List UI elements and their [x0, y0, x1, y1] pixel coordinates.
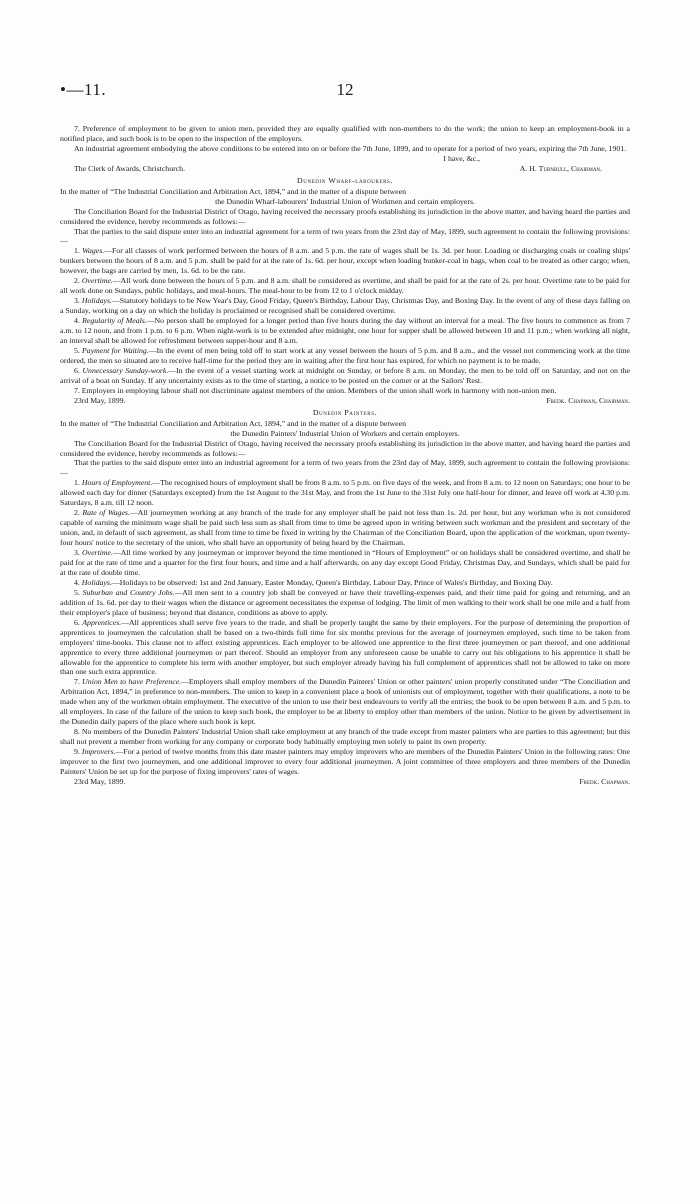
- painters-signature-date: 23rd May, 1899.: [74, 776, 126, 786]
- provision-number: 4.: [74, 577, 82, 587]
- provision-number: 9.: [74, 747, 82, 757]
- provision-number: 8.: [74, 727, 82, 737]
- painters-provisions: [60, 478, 630, 777]
- provision-text: —In the event of men being told off to start work at any vessel between the hours of 5 p.m. and 8 a.m., and the vessel not commencing work at the time ordered, the men so situated are to receive half-time for the period they are in waiting after the first hour has expired, for which no payment is to be made.: [60, 345, 631, 365]
- provision-number: 4.: [74, 316, 83, 326]
- provision-number: 3.: [74, 548, 82, 558]
- painters-matter: [60, 419, 630, 439]
- provision-title: Wages.: [82, 246, 105, 256]
- provision-number: 1.: [74, 478, 82, 488]
- provision-text: —All journeymen working at any branch of the trade for any employer shall be paid not less than 1s. 2d. per hour, but any workman who is not considered capable of earning the minimum wage shall be paid such less sum as shall from time to time be agreed upon in writing between such workman and the president and secretary of the union, and, in default of such agreement, as shall from time to time be fixed in writing by the Chairman of the Conciliation Board, upon the application of the workman, upon twenty-four hours' notice to the secretary of the union, who shall have an opportunity of being heard by the Chairman.: [60, 508, 630, 548]
- wharf-signature-name: Fredk. Chapman, Chairman.: [546, 395, 630, 405]
- provision-text: —All work done between the hours of 5 p.m. and 8 a.m. shall be considered as overtime, and shall be paid for at the rate of 2s. per hour. Overtime rate to be paid for all work done on Sundays, public holidays, and meal-hours. The meal-hour to be from 12 to 1 o'clock midday.: [60, 276, 631, 296]
- intro-closing: I have, &c.,: [443, 153, 480, 163]
- provision-text: —For a period of twelve months from this date master painters may employ improvers who are members of the Dunedin Painters' Union in the following rates: One improver to the first two journeymen, and one additional improver to every four additional journeymen. A joint committee of three employers and three members of the Dunedin Painters' Union be set up for the purpose of fixing improvers' rates of wages.: [60, 747, 630, 776]
- intro-paragraph-1: 7. Preference of employment to be given to union men, provided they are equally qualified with non-members to do the work; the union to keep an employment-book in a notified place, and such book is to be open to the inspection of the employers.: [60, 124, 630, 143]
- painters-paragraph-2: That the parties to the said dispute enter into an industrial agreement for a term of two years from the 23rd day of May, 1899, such agreement to contain the following provisions:—: [60, 458, 630, 478]
- wharf-provisions: [60, 246, 630, 395]
- wharf-provision-5: [60, 346, 630, 366]
- provision-text: —All time worked by any journeyman or improver beyond the time mentioned in “Hours of Employment” or on holidays shall be considered overtime, and shall be paid for at the rate of time and a quarter for the first four hours, and time and a half afterwards, on any day except Good Friday, Christmas Day, and Sundays, which shall be paid for at the rate of double time.: [60, 548, 631, 577]
- provision-text: Employers in employing labour shall not discriminate against members of the union. Members of the union shall work in harmony with non-union men.: [81, 385, 557, 395]
- painters-matter-line-1: In the matter of “The Industrial Conciliation and Arbitration Act, 1894,” and in the matter of a dispute between: [60, 418, 406, 428]
- provision-title: Rate of Wages.: [82, 508, 130, 518]
- provision-number: 6.: [74, 617, 83, 627]
- painters-provision-9: [60, 747, 630, 777]
- intro-signature-left: The Clerk of Awards, Christchurch.: [74, 163, 186, 173]
- provision-number: 7.: [74, 385, 82, 395]
- wharf-heading: Dunedin Wharf-labourers.: [297, 175, 393, 185]
- painters-provision-6: [60, 618, 630, 678]
- provision-text: —Holidays to be observed: 1st and 2nd January, Easter Monday, Queen's Birthday, Labour Day, Prince of Wales's Birthday, and Boxing Day.: [111, 577, 553, 587]
- wharf-provision-2: [60, 276, 630, 296]
- wharf-paragraph-2: That the parties to the said dispute enter into an industrial agreement for a term of two years from the 23rd day of May, 1899, such agreement to contain the following provisions:—: [60, 226, 630, 246]
- wharf-provision-6: [60, 366, 630, 386]
- painters-provision-4: [60, 578, 630, 588]
- painters-paragraph-1: The Conciliation Board for the Industrial District of Otago, having received the necessary proofs establishing its jurisdiction in the above matter, and having heard the parties and considered the evidence, hereby recommends as follows:—: [60, 438, 630, 458]
- wharf-matter: [60, 187, 630, 207]
- provision-number: 7.: [74, 677, 83, 687]
- provision-text: —For all classes of work performed between the hours of 8 a.m. and 5 p.m. the rate of wages shall be 1s. 3d. per hour. Loading or discharging coals or coaling ships' bunkers between the hours of 8 a.m. and 5 p.m. shall be paid for at the rate of 1s. 6d. per hour, except when loading bunker-coal in bags, when coal to be treated as other cargo; when, however, the bags are carried by men, 1s. 6d. to be the rate.: [60, 246, 631, 276]
- painters-signature-row: [60, 777, 630, 787]
- wharf-signature-date: 23rd May, 1899.: [74, 395, 126, 405]
- provision-text: —The recognised hours of employment shall be from 8 a.m. to 5 p.m. on five days of the week, and from 8 a.m. to 12 noon on Saturdays; one hour to be allowed each day for dinner (Saturdays excepted) from the 1st August to the 31st May, and from the 1st June to the 31st July one half-hour for dinner, and leave off work at 4.30 p.m. Saturdays, 8 a.m. till 12 noon.: [60, 478, 631, 508]
- wharf-signature-row: [60, 396, 630, 406]
- painters-provision-5: [60, 588, 630, 618]
- provision-text: —All apprentices shall serve five years to the trade, and shall be properly taught the same by their employers. For the purpose of determining the proportion of apprentices to journeymen the calculation shall be based on a two-thirds full time for six months previous for the average of journeymen employed, such time to be taken from employers' time-books. This clause not to affect existing apprentices. Each employer to be allowed one apprentice to the first three journeymen or part thereof, and one additional apprentice to every three additional journeymen or part thereof. Should an employer from any unforeseen cause be unable to carry out his obligations to his apprentice it shall be allowable for the apprentice to complete his term with another employer, but such employer already having his full complement of apprentices shall not be allowed to take on more than one such extra apprentice.: [60, 617, 630, 677]
- provision-number: 5.: [74, 587, 83, 597]
- wharf-provision-4: [60, 316, 630, 346]
- painters-provision-2: [60, 508, 630, 548]
- provision-title: Overtime.: [81, 276, 113, 286]
- provision-title: Payment for Waiting.: [82, 345, 149, 355]
- provision-text: —Statutory holidays to be New Year's Day, Good Friday, Queen's Birthday, Labour Day, Christmas Day, and Boxing Day. In the event of any of these days falling on a Sunday, working on a day on which the holiday is proclaimed or recognised shall be considered overtime.: [60, 296, 631, 316]
- wharf-matter-line-2: the Dunedin Wharf-labourers' Industrial Union of Workmen and certain employers.: [215, 196, 475, 206]
- provision-title: Improvers.: [81, 747, 116, 757]
- provision-title: Hours of Employment.: [81, 478, 153, 488]
- provision-text: —No person shall be employed for a longer period than five hours during the day without an interval for a meal. The five hours to commence as from 7 a.m. to 12 noon, and from 1 p.m. to 6 p.m. When night-work is to be extended after midnight, one hour for supper shall be allowed between 10 and 11 p.m.; when working all night, an interval shall be allowed for refreshment between supper-hour and 8 a.m.: [60, 316, 630, 346]
- provision-title: Unnecessary Sunday-work.: [82, 365, 169, 375]
- provision-text: No members of the Dunedin Painters' Industrial Union shall take employment at any branch of the trade except from master painters who are parties to this agreement; but this shall not prevent a member from working for any company or corporate body habitually employing men solely to paint its own property.: [60, 727, 631, 747]
- provision-title: Union Men to have Preference.: [82, 677, 182, 687]
- provision-text: —All men sent to a country job shall be conveyed or have their travelling-expenses paid, and their time paid for going and returning, and an addition of 1s. 6d. per day to their wages when the distance or agreement necessitates the expense of lodging. The limit of men walking to their work shall be one mile and a half from their employer's place of business; beyond that distance, conditions as above to apply.: [60, 587, 630, 617]
- page-number: 12: [336, 80, 354, 99]
- provision-text: —In the event of a vessel starting work at midnight on Sunday, or before 8 a.m. on Monday, the men to be told off on Saturday, and not on the arrival of a boat on Sunday. If any uncertainty exists as to the time of starting, a notice to be posted on the corner or at the Sailors' Rest.: [60, 365, 631, 385]
- painters-provision-1: [60, 478, 630, 508]
- provision-number: 2.: [74, 508, 83, 518]
- wharf-paragraph-1: The Conciliation Board for the Industrial District of Otago, having received the necessary proofs establishing its jurisdiction in the above matter, and having heard the parties and considered the evidence, hereby recommends as follows:—: [60, 206, 630, 226]
- painters-provision-8: [60, 727, 630, 747]
- wharf-matter-line-1: In the matter of “The Industrial Conciliation and Arbitration Act, 1894,” and in the matter of a dispute between: [60, 186, 406, 196]
- painters-matter-line-2: the Dunedin Painters' Industrial Union of Workers and certain employers.: [230, 428, 460, 438]
- provision-number: 2.: [74, 276, 82, 286]
- painters-signature-name: Fredk. Chapman.: [579, 776, 630, 786]
- page-header: [60, 80, 630, 106]
- provision-number: 3.: [74, 296, 82, 306]
- provision-number: 6.: [74, 365, 83, 375]
- provision-title: Regularity of Meals.: [82, 316, 147, 326]
- provision-title: Holidays.: [81, 577, 112, 587]
- painters-provision-3: [60, 548, 630, 578]
- painters-heading: Dunedin Painters.: [312, 407, 378, 417]
- wharf-provision-7: [60, 386, 630, 396]
- intro-signature-row: [60, 164, 630, 174]
- wharf-provision-1: [60, 246, 630, 276]
- provision-text: —Employers shall employ members of the Dunedin Painters' Union or other painters' union properly constituted under “The Conciliation and Arbitration Act, 1894,” in preference to non-members. The union to keep in a convenient place a book of unionists out of employment, together with their qualifications, a note to be made when any of the workmen obtain employment. The executive of the union to use their best endeavours to verify all the entries; the book to be open between 8 a.m. and 5 p.m. to all employers. In case of the failure of the union to keep such book, the employer to be at liberty to employ other than members of the union. Notice to be given by advertisement in the Dunedin daily papers of the place where such book is kept.: [60, 677, 631, 727]
- provision-number: 1.: [74, 246, 83, 256]
- provision-title: Overtime.: [81, 548, 113, 558]
- provision-title: Holidays.: [81, 296, 112, 306]
- painters-provision-7: [60, 677, 630, 727]
- intro-closing-row: [60, 154, 630, 164]
- provision-number: 5.: [74, 345, 83, 355]
- document-page: [60, 80, 630, 787]
- wharf-provision-3: [60, 296, 630, 316]
- provision-title: Suburban and Country Jobs.: [82, 587, 175, 597]
- provision-title: Apprentices.: [82, 617, 122, 627]
- intro-signature-right: A. H. Turnbull, Chairman.: [519, 163, 602, 173]
- intro-paragraph-2: An industrial agreement embodying the above conditions to be entered into on or before the 7th June, 1899, and to operate for a period of two years, expiring the 7th June, 1901.: [74, 143, 627, 153]
- page-marker: •—11.: [60, 80, 107, 99]
